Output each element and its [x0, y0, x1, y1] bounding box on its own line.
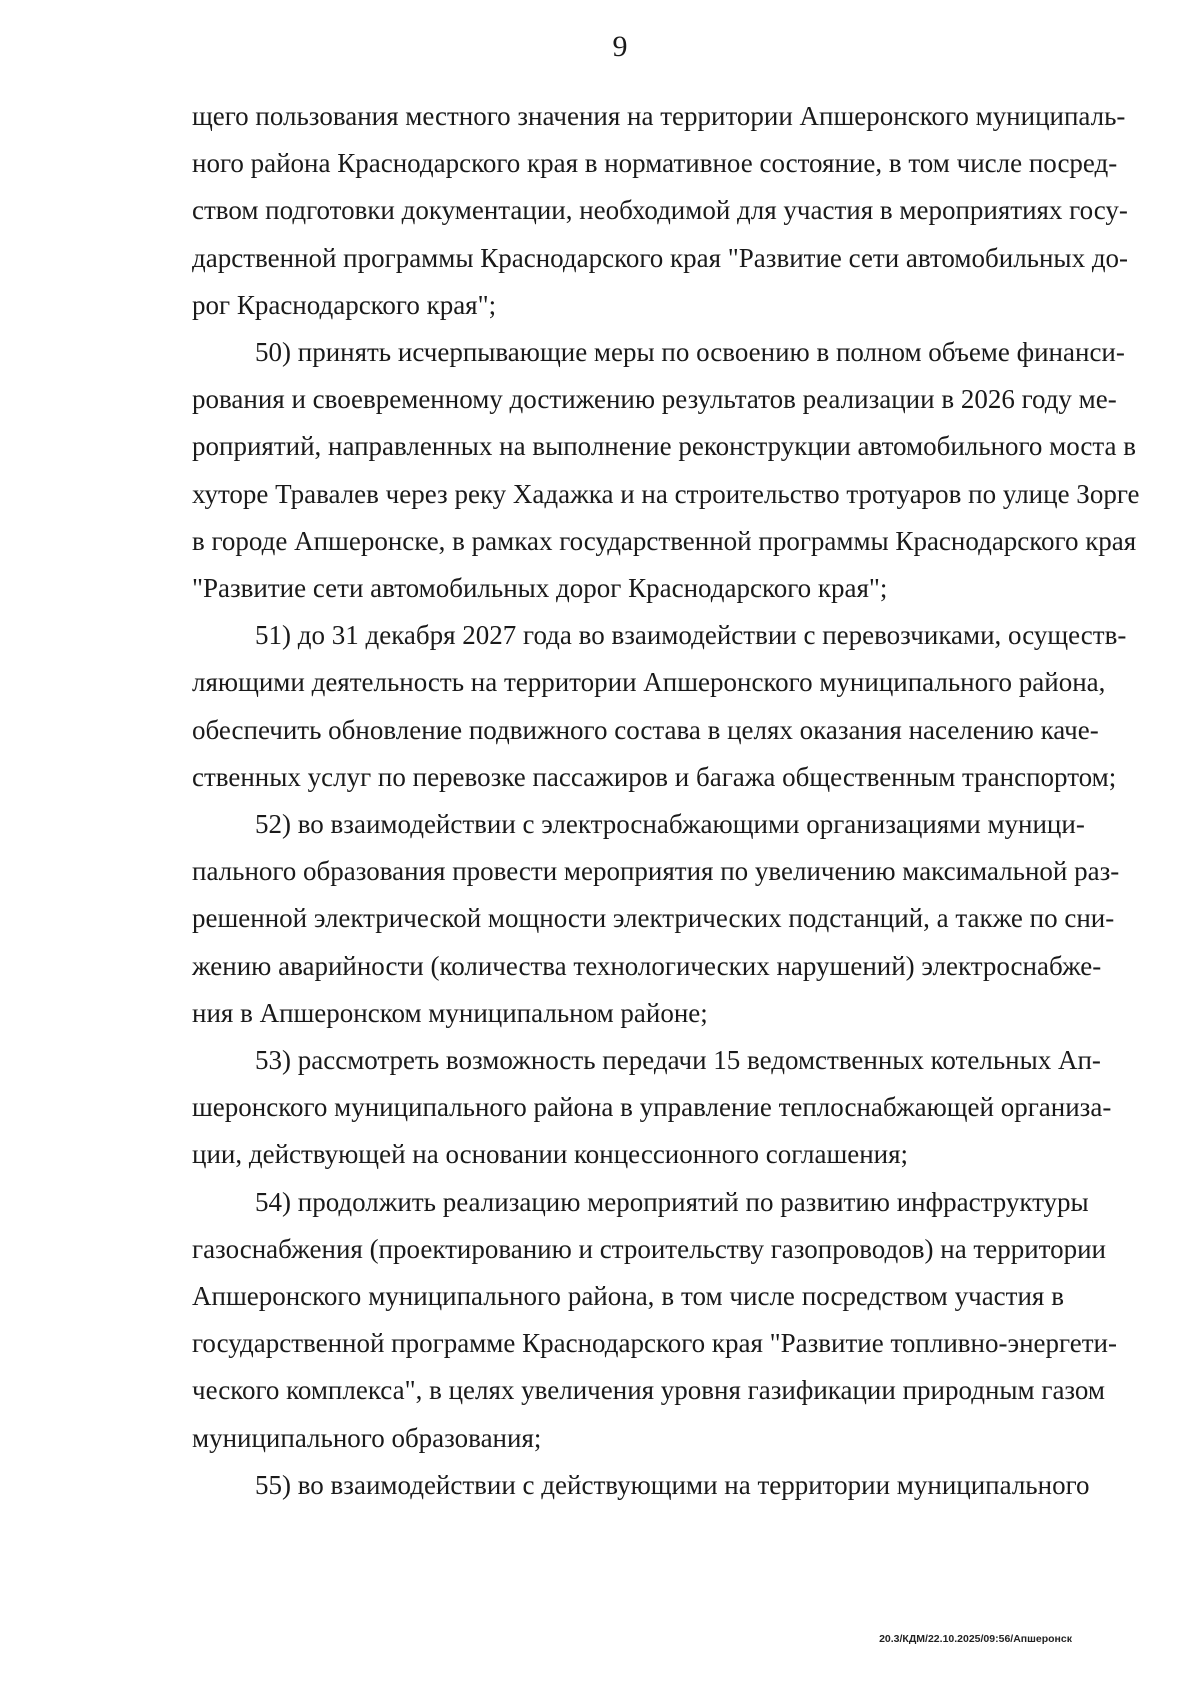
text-line: решенной электрической мощности электрических подстанций, а также по сни- — [192, 903, 1115, 934]
text-line: хуторе Травалев через реку Хадажка и на строительство тротуаров по улице Зорге — [192, 478, 1140, 509]
text-line: рог Краснодарского края"; — [192, 289, 497, 320]
text-line: в городе Апшеронске, в рамках государственной программы Краснодарского края — [192, 525, 1137, 556]
text-line: обеспечить обновление подвижного состава в целях оказания населению каче- — [192, 714, 1099, 745]
registration-stamp: 20.3/КДМ/22.10.2025/09:56/Апшеронск — [879, 1633, 1072, 1645]
text-line: ляющими деятельность на территории Апшеронского муниципального района, — [192, 667, 1106, 698]
text-line: ния в Апшеронском муниципальном районе; — [192, 997, 708, 1028]
text-line: щего пользования местного значения на территории Апшеронского муниципаль- — [192, 101, 1126, 131]
paragraph-first-line: 54) продолжить реализацию мероприятий по развитию инфраструктуры — [255, 1186, 1089, 1217]
text-line: роприятий, направленных на выполнение реконструкции автомобильного моста в — [192, 431, 1137, 462]
text-line: ного района Краснодарского края в нормативное состояние, в том числе посред- — [192, 148, 1118, 179]
text-line: муниципального образования; — [192, 1422, 542, 1453]
text-line: рования и своевременному достижению результатов реализации в 2026 году ме- — [192, 384, 1117, 415]
text-line: жению аварийности (количества технологических нарушений) электроснабже- — [192, 950, 1102, 981]
text-line: газоснабжения (проектированию и строительству газопроводов) на территории — [192, 1233, 1107, 1264]
paragraph-first-line: 51) до 31 декабря 2027 года во взаимодействии с перевозчиками, осуществ- — [255, 620, 1127, 651]
paragraph-first-line: 55) во взаимодействии с действующими на территории муниципального — [255, 1469, 1090, 1500]
text-line: ции, действующей на основании концессионного соглашения; — [192, 1139, 909, 1170]
text-line: ческого комплекса", в целях увеличения уровня газификации природным газом — [192, 1375, 1106, 1406]
page-number: 9 — [612, 30, 628, 63]
text-line: шеронского муниципального района в управление теплоснабжающей организа- — [192, 1092, 1112, 1123]
text-line: ством подготовки документации, необходимой для участия в мероприятиях госу- — [192, 195, 1128, 226]
text-line: "Развитие сети автомобильных дорог Краснодарского края"; — [192, 573, 888, 604]
text-line: государственной программе Краснодарского края "Развитие топливно-энергети- — [192, 1328, 1117, 1359]
text-line: ственных услуг по перевозке пассажиров и багажа общественным транспортом; — [192, 761, 1117, 792]
paragraph-first-line: 52) во взаимодействии с электроснабжающими организациями муници- — [255, 809, 1085, 840]
paragraph-first-line: 50) принять исчерпывающие меры по освоению в полном объеме финанси- — [255, 337, 1125, 368]
paragraph-first-line: 53) рассмотреть возможность передачи 15 ведомственных котельных Ап- — [255, 1045, 1101, 1076]
text-line: Апшеронского муниципального района, в том числе посредством участия в — [192, 1281, 1064, 1312]
text-line: дарственной программы Краснодарского края "Развитие сети автомобильных до- — [192, 242, 1129, 273]
text-line: пального образования провести мероприятия по увеличению максимальной раз- — [192, 856, 1120, 887]
document-body — [192, 93, 1140, 1509]
